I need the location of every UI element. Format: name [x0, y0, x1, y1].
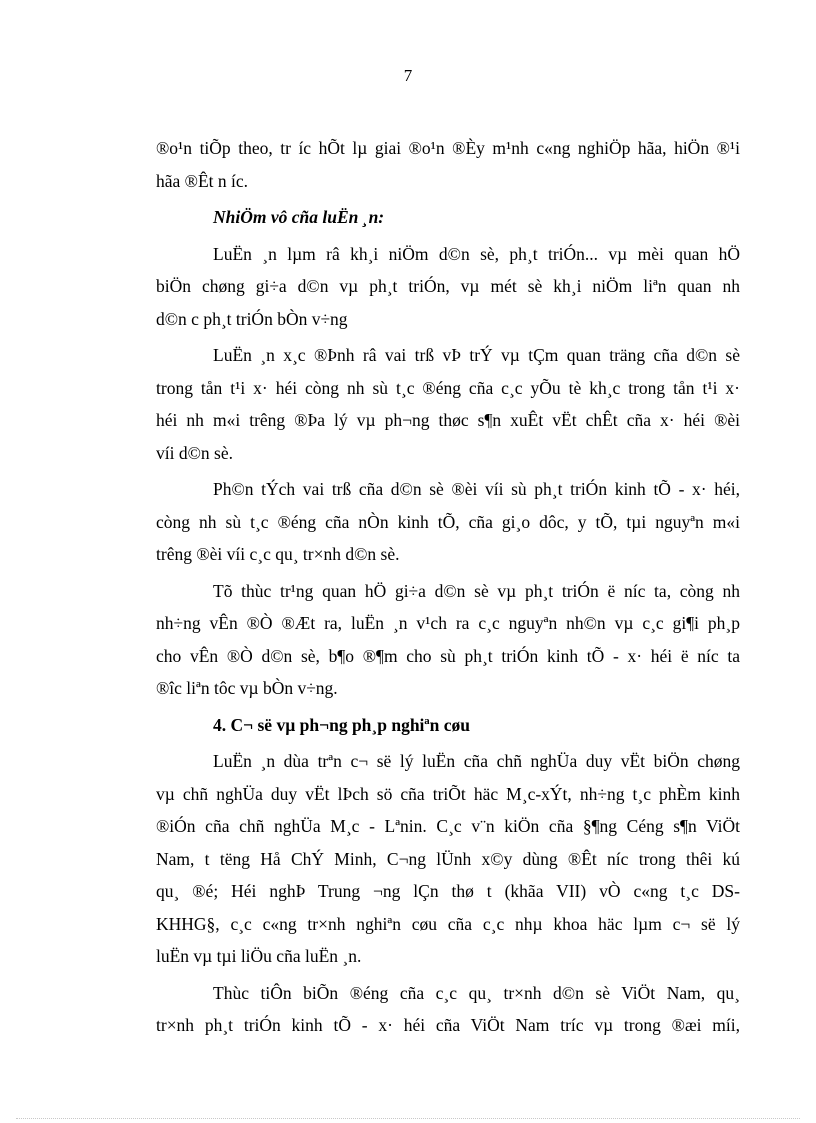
text-line: Nam, t tëng Hå ChÝ Minh, C¬ng lÜnh x©y dùng ®Êt níc trong thêi kú	[156, 848, 740, 869]
text-line: Ph©n tÝch vai trß cña d©n sè ®èi víi sù ph¸t triÓn kinh tÕ - x· héi,	[213, 479, 740, 499]
heading-text: 4. C¬ së vµ ph¬ng ph¸p nghiªn cøu	[213, 714, 471, 735]
text-line: nh÷ng vÊn ®Ò ®Æt ra, luËn ¸n v¹ch ra c¸c nguyªn nh©n vµ c¸c gi¶i ph¸p	[156, 613, 740, 633]
text-line: LuËn ¸n x¸c ®Þnh râ vai trß vÞ trÝ vµ tÇm quan träng cña d©n sè	[213, 345, 740, 365]
section-heading-tasks	[156, 201, 740, 234]
paragraph-intro-continuation	[156, 132, 740, 197]
text-line: trêng ®èi víi c¸c qu¸ tr×nh d©n sè.	[156, 544, 400, 564]
text-line: Thùc tiÔn biÕn ®éng cña c¸c qu¸ tr×nh d©n sè ViÖt Nam, qu¸	[213, 982, 740, 1003]
paragraph-task-4	[156, 575, 740, 705]
paragraph-task-3	[156, 473, 740, 571]
text-line: trong tån t¹i x· héi còng nh sù t¸c ®éng cña c¸c yÕu tè kh¸c trong tån t¹i x·	[156, 377, 740, 398]
text-line: hãa ®Êt n íc.	[156, 170, 249, 191]
text-line: qu¸ ®é; Héi nghÞ Trung ¬ng lÇn thø t (khãa VII) vÒ c«ng t¸c DS-	[156, 881, 740, 901]
text-line: biÖn chøng gi÷a d©n vµ ph¸t triÓn, vµ mét sè kh¸i niÖm liªn quan nh	[156, 276, 740, 296]
text-line: tr×nh ph¸t triÓn kinh tÕ - x· héi cña ViÖt Nam tríc vµ trong ®æi míi,	[156, 1015, 740, 1035]
text-line: ®iÓn cña chñ nghÜa M¸c - Lªnin. C¸c v¨n kiÖn cña §¶ng Céng s¶n ViÖt	[156, 816, 740, 836]
text-line: víi d©n sè.	[156, 442, 233, 463]
section-heading-methods	[156, 709, 740, 742]
text-line: vµ chñ nghÜa duy vËt lÞch sö cña triÕt häc M¸c-xÝt, nh÷ng t¸c phÈm kinh	[156, 783, 740, 804]
text-line: còng nh sù t¸c ®éng cña nÒn kinh tÕ, cña gi¸o dôc, y tÕ, tµi nguyªn m«i	[156, 511, 740, 532]
text-line: héi nh m«i trêng ®Þa lý vµ ph¬ng thøc s¶n xuÊt vËt chÊt cña x· héi ®èi	[156, 410, 740, 430]
page-body	[156, 132, 740, 1042]
text-line: cho vÊn ®Ò d©n sè, b¶o ®¶m cho sù ph¸t triÓn kinh tÕ - x· héi ë níc ta	[156, 645, 740, 666]
heading-text: NhiÖm vô cña luËn ¸n:	[213, 207, 385, 227]
text-line: LuËn ¸n dùa trªn c¬ së lý luËn cña chñ nghÜa duy vËt biÖn chøng	[213, 751, 740, 771]
text-line: ®o¹n tiÕp theo, tr íc hÕt lµ giai ®o¹n ®Èy m¹nh c«ng nghiÖp hãa, hiÖn ®¹i	[156, 138, 740, 158]
page-bottom-divider	[16, 1118, 800, 1119]
text-line: luËn vµ tµi liÖu cña luËn ¸n.	[156, 946, 362, 966]
paragraph-methods-1	[156, 745, 740, 973]
text-line: KHHG§, c¸c c«ng tr×nh nghiªn cøu cña c¸c nhµ khoa häc lµm c¬ së lý	[156, 913, 740, 934]
paragraph-task-2	[156, 339, 740, 469]
text-line: LuËn ¸n lµm râ kh¸i niÖm d©n sè, ph¸t triÓn... vµ mèi quan hÖ	[213, 243, 740, 264]
text-line: d©n c ph¸t triÓn bÒn v÷ng	[156, 308, 348, 329]
paragraph-methods-2	[156, 977, 740, 1042]
paragraph-task-1	[156, 238, 740, 336]
page-number: 7	[403, 66, 413, 85]
text-line: Tõ thùc tr¹ng quan hÖ gi÷a d©n sè vµ ph¸t triÓn ë níc ta, còng nh	[213, 580, 740, 601]
text-line: ®îc liªn tôc vµ bÒn v÷ng.	[156, 678, 338, 698]
